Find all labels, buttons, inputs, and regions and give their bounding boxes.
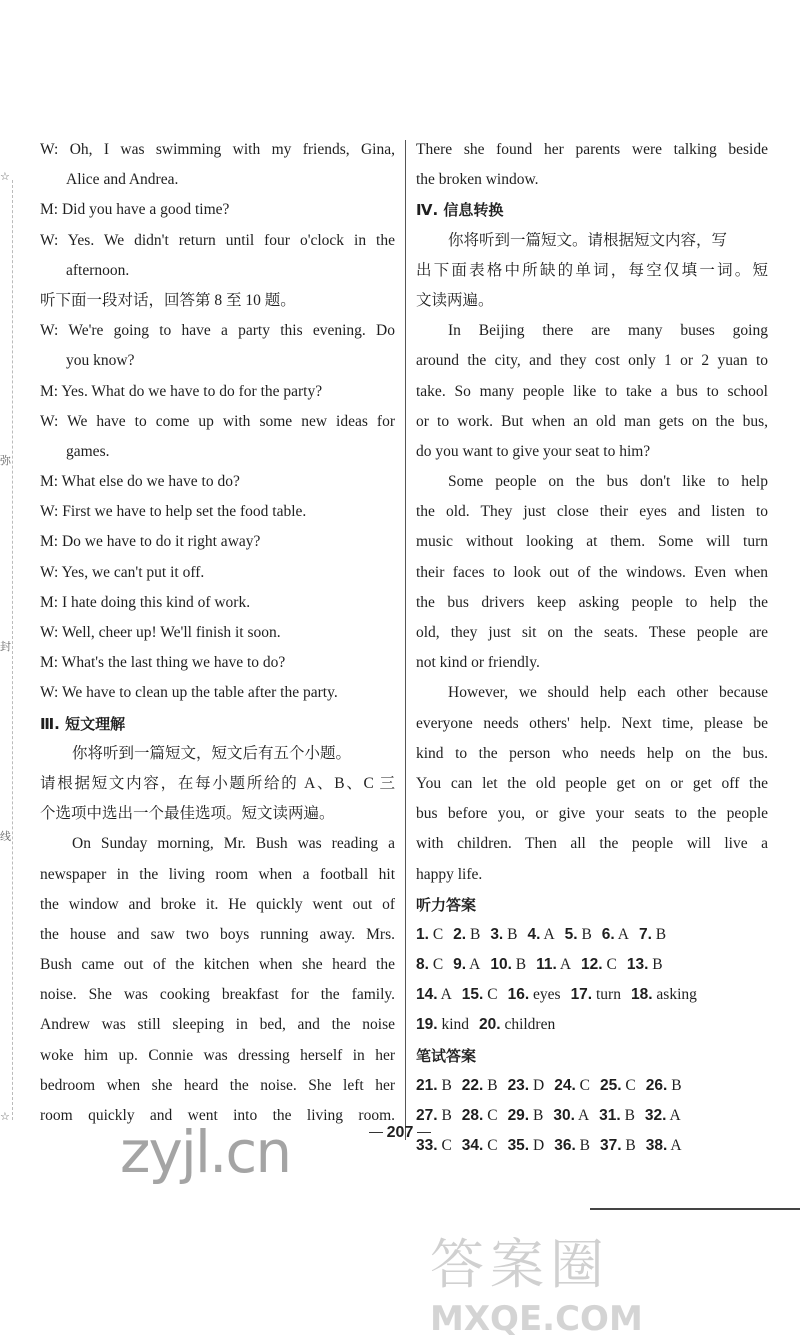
- answer-number: 4.: [527, 925, 541, 943]
- answer-row: [416, 920, 768, 950]
- text-line: M: Did you have a good time?: [40, 201, 230, 219]
- answer-value: C: [432, 956, 444, 974]
- answer-item: [639, 920, 666, 950]
- answer-value: turn: [596, 986, 621, 1004]
- section-heading: Ⅳ. 信息转换: [416, 201, 504, 220]
- text-line: However, we should help each other because: [448, 684, 768, 702]
- answers-heading: 笔试答案: [416, 1046, 477, 1065]
- answer-item: [508, 1071, 545, 1101]
- right-column: [416, 135, 768, 1161]
- text-line: the house and saw two boys running away. Mrs.: [40, 925, 395, 943]
- answer-value: asking: [656, 986, 697, 1004]
- text-line: Alice and Andrea.: [66, 171, 179, 189]
- answer-number: 16.: [507, 986, 530, 1004]
- answer-item: [416, 1010, 469, 1040]
- answer-number: 25.: [599, 1076, 622, 1094]
- text-line: woke him up. Connie was dressing herself in her: [40, 1046, 395, 1064]
- answer-value: C: [487, 1107, 498, 1124]
- answer-number: 31.: [599, 1107, 621, 1124]
- answer-value: C: [441, 1137, 452, 1155]
- text-line: the bus drivers keep asking people to help the: [416, 593, 768, 611]
- text-line: the broken window.: [416, 171, 539, 189]
- answer-number: 38.: [645, 1137, 668, 1155]
- text-line: room quickly and went into the living room.: [40, 1107, 395, 1124]
- answer-number: 6.: [601, 925, 615, 943]
- answer-number: 28.: [461, 1107, 484, 1124]
- answer-value: kind: [441, 1016, 469, 1034]
- answer-item: [646, 1071, 682, 1101]
- margin-star-bottom: ☆: [0, 1110, 10, 1123]
- watermark-logo: [430, 1222, 790, 1339]
- text-line: music without looking at them. Some will turn: [416, 533, 768, 551]
- answer-number: 21.: [416, 1076, 438, 1094]
- answer-item: [581, 950, 617, 980]
- answer-number: 20.: [479, 1016, 501, 1034]
- answer-item: [490, 920, 517, 950]
- answer-number: 5.: [564, 925, 578, 943]
- text-line: W: First we have to help set the food table.: [40, 503, 307, 521]
- answer-value: B: [655, 925, 667, 943]
- answer-number: 24.: [554, 1076, 576, 1094]
- text-line: M: I hate doing this kind of work.: [40, 593, 251, 611]
- answer-value: B: [515, 956, 527, 974]
- answer-value: A: [670, 1137, 682, 1155]
- answer-item: [462, 1071, 498, 1101]
- text-line: W: We have to clean up the table after the party.: [40, 684, 338, 702]
- binding-line: [12, 180, 13, 1120]
- answer-value: B: [579, 1137, 590, 1155]
- answer-value: children: [504, 1016, 556, 1034]
- margin-char-xian: 线: [0, 830, 11, 843]
- watermark-logo-en: MXQE.COM: [430, 1299, 643, 1339]
- answer-value: C: [579, 1076, 590, 1094]
- text-line: M: What's the last thing we have to do?: [40, 654, 286, 672]
- text-line: or to work. But when an old man gets on the bus,: [416, 412, 768, 430]
- answer-item: [631, 980, 697, 1010]
- answer-value: A: [440, 986, 452, 1004]
- text-line: newspaper in the living room when a football hit: [40, 865, 395, 883]
- text-line: bus before you, or give your seats to the people: [416, 805, 768, 823]
- answer-value: C: [606, 956, 617, 974]
- answer-value: C: [432, 925, 444, 943]
- answer-value: C: [625, 1076, 636, 1094]
- text-line: the window and broke it. He quickly went out of: [40, 895, 395, 913]
- answer-value: A: [543, 925, 555, 943]
- bottom-rule: [590, 1208, 800, 1210]
- text-line: take. So many people like to take a bus to school: [416, 382, 768, 400]
- text-line: In Beijing there are many buses going: [448, 322, 768, 340]
- answer-value: D: [533, 1076, 545, 1094]
- text-line: afternoon.: [66, 261, 130, 279]
- answer-number: 3.: [490, 925, 504, 943]
- answer-row: [416, 1010, 768, 1040]
- answer-value: B: [581, 925, 592, 943]
- margin-char-feng: 封: [0, 640, 11, 653]
- answer-number: 9.: [453, 956, 467, 974]
- text-line: old, they just sit on the seats. These people are: [416, 624, 768, 641]
- answer-value: B: [487, 1076, 498, 1094]
- watermark-logo-cn: 答案圈: [430, 1233, 610, 1296]
- answer-item: [536, 950, 571, 980]
- margin-char-mi: 弥: [0, 454, 11, 467]
- text-line: noise. She was cooking breakfast for the family.: [40, 986, 395, 1004]
- answers-heading: 听力答案: [416, 895, 477, 914]
- answer-item: [462, 980, 498, 1010]
- answer-number: 1.: [416, 925, 429, 943]
- text-line: On Sunday morning, Mr. Bush was reading a: [72, 835, 395, 853]
- answer-number: 30.: [553, 1107, 575, 1124]
- answer-item: [453, 950, 480, 980]
- answer-number: 34.: [461, 1137, 484, 1155]
- answer-number: 32.: [644, 1107, 667, 1124]
- answer-item: [416, 950, 443, 980]
- answer-row: [416, 980, 768, 1010]
- answer-item: [554, 1071, 590, 1101]
- text-line: W: Oh, I was swimming with my friends, Gina,: [40, 141, 395, 158]
- text-line: 你将听到一篇短文，短文后有五个小题。: [72, 744, 352, 762]
- answer-row: [416, 950, 768, 980]
- answer-item: [508, 980, 561, 1010]
- text-line: M: What else do we have to do?: [40, 473, 240, 491]
- text-line: bedroom when she heard the noise. She left her: [40, 1076, 395, 1094]
- text-line: the old. They just close their eyes and listen to: [416, 503, 768, 521]
- answer-value: A: [617, 925, 629, 943]
- answer-value: A: [559, 956, 572, 974]
- answer-number: 33.: [416, 1137, 438, 1155]
- answer-value: B: [625, 1137, 636, 1155]
- answer-number: 11.: [536, 956, 557, 974]
- answer-value: B: [469, 925, 481, 943]
- answer-row: [416, 1071, 768, 1101]
- text-line: kind to the person who needs help on the bus.: [416, 744, 768, 762]
- answer-number: 27.: [416, 1107, 438, 1124]
- text-line: You can let the old people get on or get off the: [416, 774, 768, 792]
- answer-item: [571, 980, 621, 1010]
- text-line: W: We're going to have a party this evening. Do: [40, 322, 395, 340]
- answer-number: 10.: [490, 956, 512, 974]
- text-line: Bush came out of the kitchen when she heard the: [40, 956, 395, 974]
- answer-number: 19.: [416, 1016, 438, 1034]
- answer-item: [565, 920, 592, 950]
- answer-item: [527, 920, 554, 950]
- answer-number: 29.: [507, 1107, 530, 1124]
- text-line: with children. Then all the people will live a: [416, 835, 768, 853]
- answer-number: 13.: [626, 956, 649, 974]
- margin-star-top: ☆: [0, 170, 10, 183]
- text-line: W: Well, cheer up! We'll finish it soon.: [40, 624, 281, 641]
- text-line: 出下面表格中所缺的单词，每空仅填一词。短: [416, 261, 768, 279]
- answer-value: D: [533, 1137, 545, 1155]
- answer-value: B: [507, 925, 518, 943]
- answer-value: C: [487, 1137, 498, 1155]
- text-line: Andrew was still sleeping in bed, and the noise: [40, 1016, 395, 1034]
- answer-item: [453, 920, 480, 950]
- text-line: you know?: [66, 352, 135, 370]
- answer-value: A: [577, 1107, 590, 1124]
- answer-number: 26.: [645, 1076, 668, 1094]
- text-line: games.: [66, 442, 110, 460]
- left-column: [40, 135, 395, 1131]
- section-heading: Ⅲ. 短文理解: [40, 714, 126, 733]
- answer-item: [600, 1071, 636, 1101]
- answer-number: 37.: [599, 1137, 622, 1155]
- text-line: around the city, and they cost only 1 or 2 yuan to: [416, 352, 768, 370]
- answer-number: 36.: [554, 1137, 576, 1155]
- answer-number: 17.: [570, 986, 593, 1004]
- text-line: W: Yes. We didn't return until four o'clock in the: [40, 231, 395, 249]
- text-line: 文读两遍。: [416, 291, 494, 309]
- text-line: W: We have to come up with some new ideas for: [40, 412, 395, 430]
- column-divider: [405, 140, 406, 1140]
- text-line: 个选项中选出一个最佳选项。短文读两遍。: [40, 805, 335, 823]
- answer-number: 2.: [453, 925, 467, 943]
- answer-value: A: [469, 956, 481, 974]
- text-line: 听下面一段对话，回答第 8 至 10 题。: [40, 291, 296, 309]
- answer-item: [490, 950, 526, 980]
- page-number: 207: [386, 1124, 414, 1141]
- answer-number: 15.: [461, 986, 484, 1004]
- text-line: do you want to give your seat to him?: [416, 442, 651, 460]
- text-line: 请根据短文内容，在每小题所给的 A、B、C 三: [40, 774, 395, 792]
- answer-number: 8.: [416, 956, 429, 974]
- text-line: their faces to look out of the windows. Even when: [416, 563, 768, 581]
- answer-number: 35.: [507, 1137, 530, 1155]
- answer-item: [479, 1010, 555, 1040]
- answer-value: C: [487, 986, 498, 1004]
- watermark-zyjl: zyjl.cn: [120, 1118, 291, 1186]
- text-line: M: Yes. What do we have to do for the party?: [40, 382, 323, 400]
- text-line: not kind or friendly.: [416, 654, 540, 672]
- answer-number: 12.: [581, 956, 603, 974]
- answer-number: 18.: [630, 986, 653, 1004]
- answer-number: 14.: [416, 986, 438, 1004]
- answer-number: 23.: [507, 1076, 530, 1094]
- text-line: W: Yes, we can't put it off.: [40, 563, 205, 581]
- answer-number: 7.: [638, 925, 652, 943]
- text-line: 你将听到一篇短文。请根据短文内容，写: [448, 231, 728, 249]
- answer-value: B: [652, 956, 663, 974]
- text-line: happy life.: [416, 865, 483, 883]
- answer-value: B: [441, 1107, 452, 1124]
- answer-item: [416, 1071, 452, 1101]
- answer-value: B: [441, 1076, 452, 1094]
- answer-value: B: [671, 1076, 682, 1094]
- answer-value: B: [533, 1107, 544, 1124]
- text-line: There she found her parents were talking beside: [416, 141, 768, 158]
- answer-item: [416, 980, 452, 1010]
- answer-number: 22.: [461, 1076, 484, 1094]
- answer-item: [627, 950, 663, 980]
- text-line: M: Do we have to do it right away?: [40, 533, 261, 551]
- answer-value: A: [669, 1107, 681, 1124]
- text-line: everyone needs others' help. Next time, please be: [416, 714, 768, 732]
- answer-value: B: [624, 1107, 635, 1124]
- answer-item: [602, 920, 629, 950]
- answer-value: eyes: [533, 986, 561, 1004]
- answer-item: [416, 920, 443, 950]
- text-line: Some people on the bus don't like to help: [448, 473, 768, 491]
